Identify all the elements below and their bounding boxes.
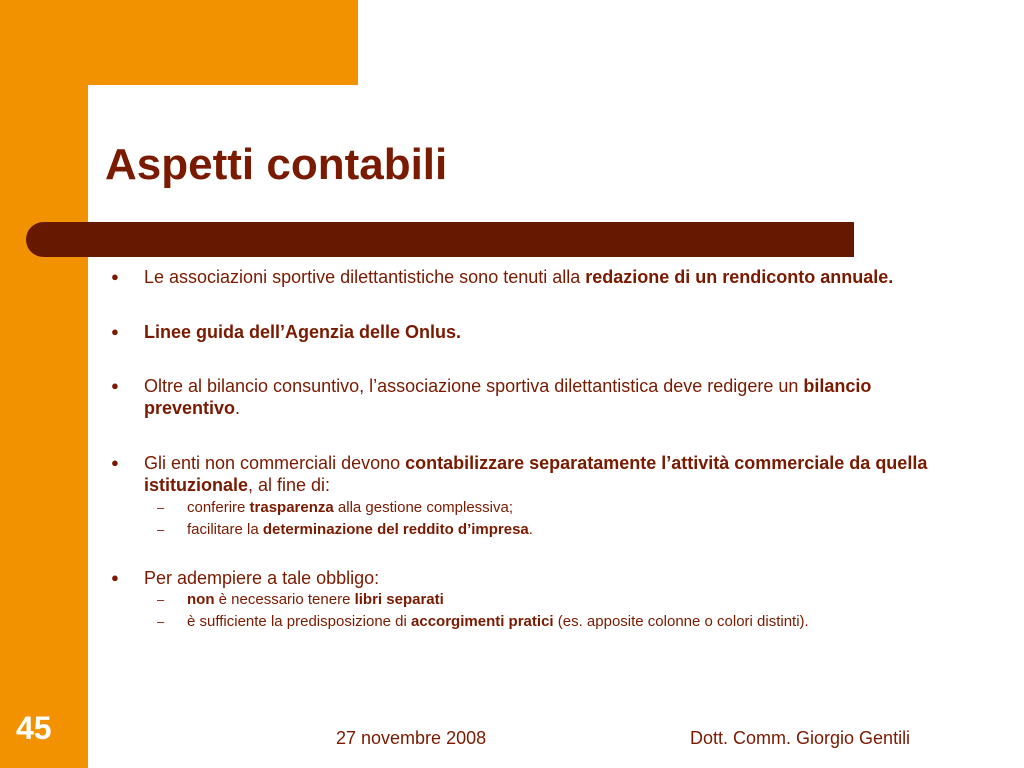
sub-bullet-text: (es. apposite colonne o colori distinti). bbox=[553, 613, 809, 630]
sub-bullet-bold-text: determinazione del reddito d’impresa bbox=[262, 521, 529, 538]
sub-bullet-text: è necessario tenere bbox=[214, 591, 355, 608]
bullet-item bbox=[105, 375, 965, 419]
sub-bullet-text: . bbox=[528, 521, 533, 538]
bullet-dot-icon: ● bbox=[111, 378, 119, 393]
bullet-text: , al fine di: bbox=[248, 475, 331, 495]
bullet-bold-text: contabilizzare separatamente l’attività commerciale da quella istituzionale bbox=[144, 453, 928, 495]
bullet-dot-icon: ● bbox=[111, 570, 119, 585]
sub-bullet-text: alla gestione complessiva; bbox=[333, 499, 514, 516]
sub-bullet-text: è sufficiente la predisposizione di bbox=[187, 613, 412, 630]
sub-bullet-bold-text: trasparenza bbox=[249, 499, 334, 516]
bullet-dot-icon: ● bbox=[111, 455, 119, 470]
bullet-list-area bbox=[105, 266, 965, 631]
slide-title: Aspetti contabili bbox=[105, 140, 448, 189]
bullet-item bbox=[105, 321, 965, 343]
bullet-item bbox=[105, 452, 965, 539]
bullet-item bbox=[105, 266, 965, 288]
footer-date: 27 novembre 2008 bbox=[336, 728, 487, 748]
orange-side-band bbox=[0, 0, 88, 768]
page-number: 45 bbox=[16, 710, 52, 746]
sub-bullet-item bbox=[105, 613, 965, 631]
dash-icon: – bbox=[157, 522, 165, 537]
bullet-item bbox=[105, 567, 965, 631]
bullet-bold-text: Linee guida dell’Agenzia delle Onlus. bbox=[144, 322, 462, 342]
sub-bullet-text: facilitare la bbox=[187, 521, 263, 538]
dash-icon: – bbox=[157, 614, 165, 629]
bullet-bold-text: bilancio preventivo bbox=[144, 376, 872, 418]
bullet-text: . bbox=[235, 398, 241, 418]
bullet-list bbox=[105, 266, 965, 631]
sub-bullet-bold-text: libri separati bbox=[354, 591, 444, 608]
sub-bullet-item bbox=[105, 591, 965, 609]
bullet-text: Gli enti non commerciali devono bbox=[144, 453, 406, 473]
bullet-dot-icon: ● bbox=[111, 324, 119, 339]
bullet-bold-text: redazione di un rendiconto annuale. bbox=[585, 267, 894, 287]
sub-bullet-text: conferire bbox=[187, 499, 250, 516]
dash-icon: – bbox=[157, 592, 165, 607]
title-underline-bar bbox=[26, 222, 854, 257]
sub-bullet-bold-text: accorgimenti pratici bbox=[411, 613, 554, 630]
dash-icon: – bbox=[157, 500, 165, 515]
footer-author: Dott. Comm. Giorgio Gentili bbox=[690, 728, 911, 748]
bullet-dot-icon: ● bbox=[111, 269, 119, 284]
bullet-text: Per adempiere a tale obbligo: bbox=[144, 568, 380, 588]
sub-bullet-item bbox=[105, 521, 965, 539]
bullet-text: Oltre al bilancio consuntivo, l’associazione sportiva dilettantistica deve redigere un bbox=[144, 376, 804, 396]
sub-bullet-bold-text: non bbox=[187, 591, 215, 608]
sub-bullet-item bbox=[105, 499, 965, 517]
bullet-text: Le associazioni sportive dilettantistiche sono tenuti alla bbox=[144, 267, 586, 287]
orange-top-band bbox=[0, 0, 358, 85]
